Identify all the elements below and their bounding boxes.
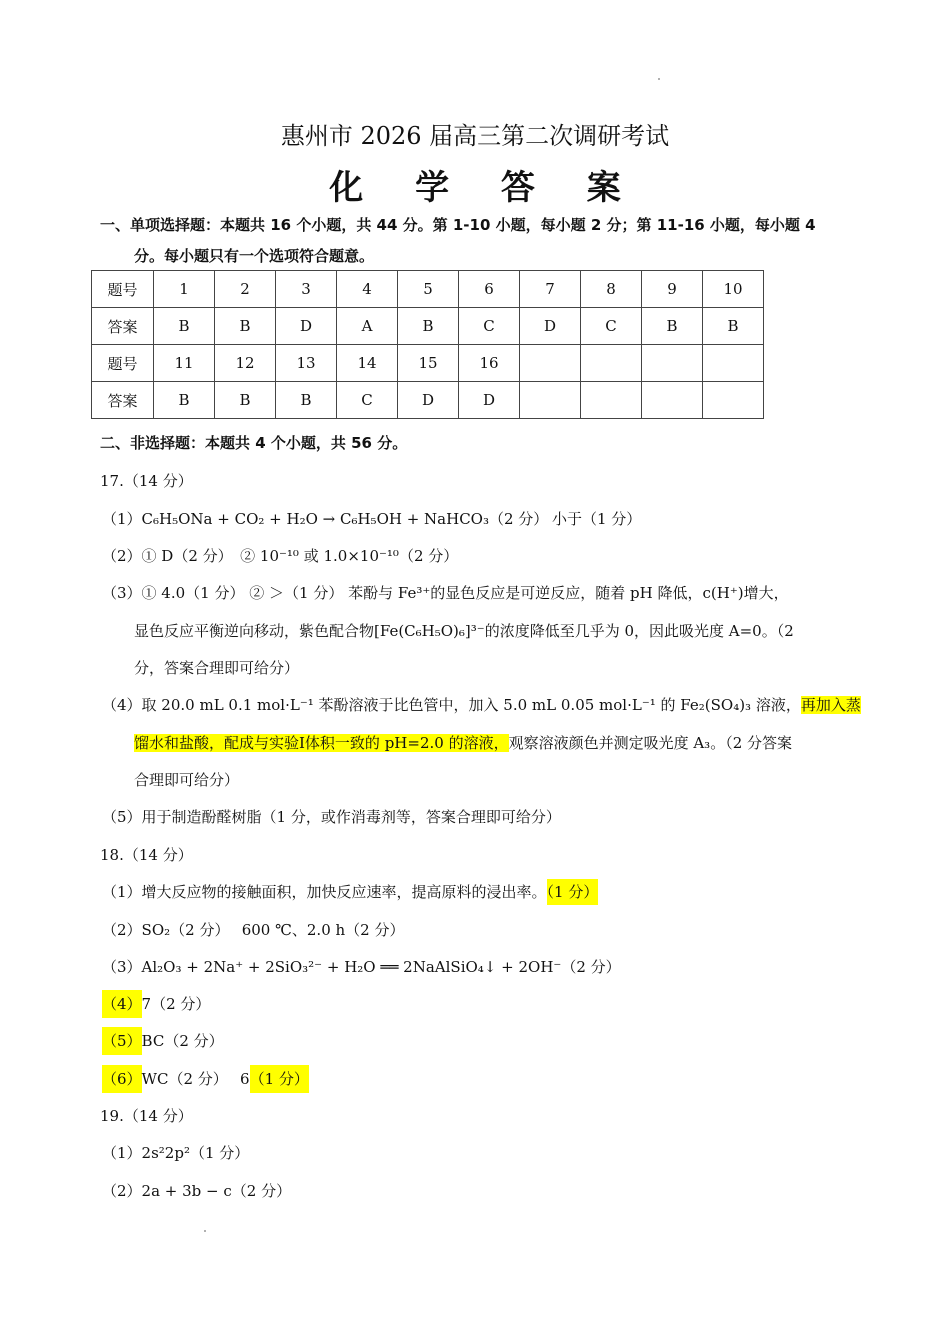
scan-dot	[658, 78, 660, 80]
q18-part3: （3）Al₂O₃ + 2Na⁺ + 2SiO₃²⁻ + H₂O ══ 2NaAlSiO₄↓ + 2OH⁻（2 分）	[102, 958, 621, 976]
table-cell: B	[215, 382, 276, 419]
q17-part4-line2	[134, 732, 792, 753]
q17-part4-highlight-a: 再加入蒸	[800, 696, 861, 714]
q18-part6	[102, 1068, 309, 1089]
answer-table	[91, 270, 764, 419]
table-cell	[581, 382, 642, 419]
q18-part1-text: （1）增大反应物的接触面积，加快反应速率，提高原料的浸出率。	[102, 883, 547, 901]
table-cell	[581, 345, 642, 382]
section2-heading: 二、非选择题：本题共 4 个小题，共 56 分。	[100, 434, 408, 452]
table-cell: 3	[276, 271, 337, 308]
table-cell: C	[581, 308, 642, 345]
table-cell: 4	[337, 271, 398, 308]
q19-part2: （2）2a + 3b − c（2 分）	[102, 1182, 292, 1200]
table-cell: B	[154, 382, 215, 419]
table-row	[92, 345, 764, 382]
q17-part4-line1	[102, 694, 861, 715]
q17-part2: （2）① D（2 分） ② 10⁻¹⁰ 或 1.0×10⁻¹⁰（2 分）	[102, 547, 459, 565]
q18-part6-highlight-b: （1 分）	[250, 1065, 309, 1093]
table-cell: 11	[154, 345, 215, 382]
q17-part3-line2: 显色反应平衡逆向移动，紫色配合物[Fe(C₆H₅O)₆]³⁻的浓度降低至几乎为 0，因此吸光度 A=0。（2	[134, 622, 794, 640]
table-cell: 16	[459, 345, 520, 382]
table-cell	[520, 345, 581, 382]
q18-part4	[102, 993, 210, 1014]
table-cell: 12	[215, 345, 276, 382]
table-row	[92, 382, 764, 419]
q17-part4-text-a: （4）取 20.0 mL 0.1 mol·L⁻¹ 苯酚溶液于比色管中，加入 5.0 mL 0.05 mol·L⁻¹ 的 Fe₂(SO₄)₃ 溶液，	[102, 696, 801, 714]
table-cell: 6	[459, 271, 520, 308]
table-cell: D	[276, 308, 337, 345]
table-row	[92, 271, 764, 308]
q17-part3-line3: 分，答案合理即可给分）	[134, 659, 300, 677]
table-row-header: 题号	[92, 271, 154, 308]
table-cell: B	[154, 308, 215, 345]
q18-part4-text: 7（2 分）	[141, 995, 211, 1013]
table-cell: B	[276, 382, 337, 419]
q17-part3-line1: （3）① 4.0（1 分） ② ＞（1 分） 苯酚与 Fe³⁺的显色反应是可逆反应，随着 pH 降低，c(H⁺)增大，	[102, 584, 789, 602]
table-cell: 2	[215, 271, 276, 308]
q18-heading: 18.（14 分）	[100, 846, 193, 864]
table-cell: D	[520, 308, 581, 345]
table-cell	[703, 345, 764, 382]
q17-part4-text-b: 观察溶液颜色并测定吸光度 A₃。（2 分答案	[508, 734, 793, 752]
q18-part1-highlight: （1 分）	[547, 879, 599, 905]
table-row-header: 答案	[92, 382, 154, 419]
table-cell: 13	[276, 345, 337, 382]
table-cell: C	[337, 382, 398, 419]
q17-part4-line3: 合理即可给分）	[134, 771, 240, 789]
table-cell: 5	[398, 271, 459, 308]
table-cell: 1	[154, 271, 215, 308]
table-row-header: 答案	[92, 308, 154, 345]
table-cell: B	[642, 308, 703, 345]
table-cell	[703, 382, 764, 419]
q18-part5-text: BC（2 分）	[141, 1032, 224, 1050]
table-cell: D	[459, 382, 520, 419]
q18-part6-highlight-a: （6）	[102, 1065, 142, 1093]
table-row	[92, 308, 764, 345]
table-cell	[520, 382, 581, 419]
scan-dot	[204, 1230, 206, 1232]
section1-heading-line1: 一、单项选择题：本题共 16 个小题，共 44 分。第 1-10 小题，每小题 2 分；第 11-16 小题，每小题 4	[100, 216, 816, 234]
section1-heading-line2: 分。每小题只有一个选项符合题意。	[134, 247, 375, 265]
table-cell	[642, 345, 703, 382]
q19-heading: 19.（14 分）	[100, 1107, 193, 1125]
table-cell: B	[398, 308, 459, 345]
table-cell: C	[459, 308, 520, 345]
table-cell: 9	[642, 271, 703, 308]
q17-part1-equation: （1）C₆H₅ONa + CO₂ + H₂O → C₆H₅OH + NaHCO₃（2 分）	[102, 510, 549, 528]
q18-part5	[102, 1030, 224, 1051]
table-cell: B	[703, 308, 764, 345]
table-row-header: 题号	[92, 345, 154, 382]
q17-part5: （5）用于制造酚醛树脂（1 分，或作消毒剂等，答案合理即可给分）	[102, 808, 561, 826]
table-cell: 14	[337, 345, 398, 382]
table-cell: 15	[398, 345, 459, 382]
q17-heading: 17.（14 分）	[100, 472, 193, 490]
table-cell: A	[337, 308, 398, 345]
q18-part6-text: WC（2 分） 6	[141, 1070, 250, 1088]
table-cell: 8	[581, 271, 642, 308]
table-cell	[642, 382, 703, 419]
table-cell: B	[215, 308, 276, 345]
q18-part2: （2）SO₂（2 分） 600 ℃、2.0 h（2 分）	[102, 921, 405, 939]
table-cell: 7	[520, 271, 581, 308]
table-cell: 10	[703, 271, 764, 308]
table-cell: D	[398, 382, 459, 419]
q18-part5-highlight: （5）	[102, 1027, 142, 1055]
q18-part4-highlight: （4）	[102, 990, 142, 1018]
page-title: 惠州市 2026 届高三第二次调研考试	[280, 122, 670, 150]
q17-part4-highlight-b: 馏水和盐酸，配成与实验Ⅰ体积一致的 pH=2.0 的溶液，	[134, 734, 509, 752]
page-subtitle: 化 学 答 案	[329, 168, 641, 208]
q19-part1: （1）2s²2p²（1 分）	[102, 1144, 250, 1162]
q17-part1-answer: 小于（1 分）	[552, 510, 642, 528]
q18-part1	[102, 881, 598, 902]
